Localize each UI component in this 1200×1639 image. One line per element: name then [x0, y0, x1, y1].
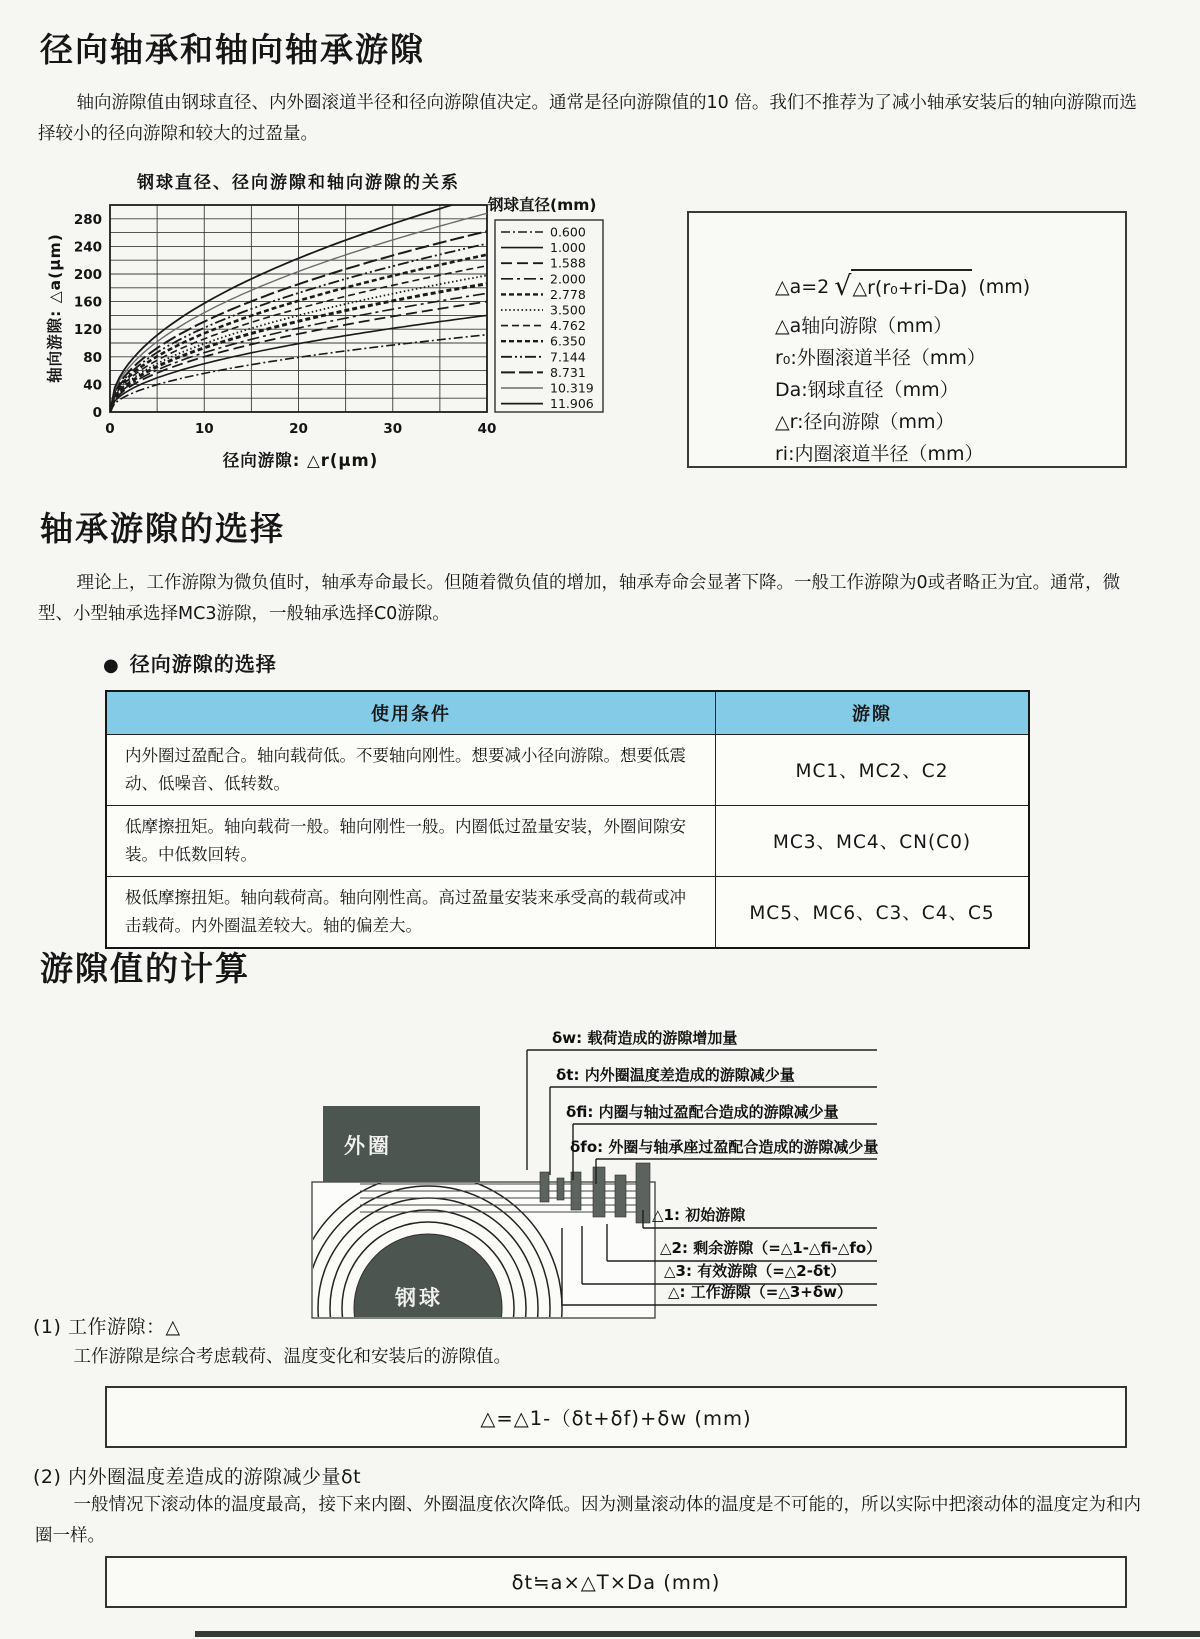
section1-paragraph: 轴向游隙值由钢球直径、内外圈滚道半径和径向游隙值决定。通常是径向游隙值的10 倍。我们不推荐为了减小轴承安装后的轴向游隙而选择较小的径向游隙和较大的过盈量。	[38, 93, 1137, 144]
y-tick-label: 0	[92, 405, 102, 421]
chart-title: 钢球直径、径向游隙和轴向游隙的关系	[137, 173, 460, 193]
legend-entry: 4.762	[550, 318, 586, 334]
legend-entry: 11.906	[550, 396, 594, 412]
legend-entry: 0.600	[550, 224, 586, 240]
svg-text:△: 工作游隙（=△3+δw）: △: 工作游隙（=△3+δw）	[668, 1283, 853, 1301]
legend-entry: 3.500	[550, 302, 586, 318]
y-tick-label: 80	[83, 349, 102, 366]
table-row	[106, 877, 1029, 949]
legend-entry: 1.000	[550, 240, 586, 256]
sqrt-icon: √	[834, 270, 852, 302]
item1-title: (1) 工作游隙：△	[33, 1316, 181, 1338]
formula-legend-line: r₀:外圈滚道半径（mm）	[775, 347, 986, 369]
ball-diameter-clearance-chart	[40, 172, 610, 487]
x-axis-label: 径向游隙: △r(μm)	[222, 451, 379, 470]
legend-entry: 2.778	[550, 286, 586, 302]
clearance-cell: MC3、MC4、CN(C0)	[716, 806, 1030, 877]
table-header-row	[106, 691, 1029, 735]
clearance-diagram	[300, 1012, 1160, 1322]
legend-title: 钢球直径(mm)	[488, 196, 597, 214]
formula-legend-line: △r:径向游隙（mm）	[775, 411, 955, 433]
table-row	[106, 735, 1029, 806]
svg-text:δfi: 内圈与轴过盈配合造成的游隙减少量: δfi: 内圈与轴过盈配合造成的游隙减少量	[566, 1103, 839, 1121]
bullet-label: 径向游隙的选择	[129, 652, 277, 676]
clearance-cell: MC5、MC6、C3、C4、C5	[716, 877, 1030, 949]
formula-legend-line: ri:内圈滚道半径（mm）	[775, 443, 984, 465]
y-tick-label: 240	[73, 239, 102, 256]
y-tick-label: 160	[73, 294, 102, 311]
usage-condition-cell: 低摩擦扭矩。轴向载荷一般。轴向刚性一般。内圈低过盈量安装，外圈间隙安装。中低数回转。	[106, 806, 716, 877]
legend-entry: 8.731	[550, 364, 586, 380]
x-tick-label: 40	[477, 421, 497, 437]
y-tick-label: 120	[73, 322, 102, 339]
y-tick-label: 200	[73, 267, 102, 283]
axial-clearance-formula	[775, 269, 1115, 304]
ball-label: 钢球	[395, 1286, 443, 1310]
radial-clearance-selection-heading	[103, 648, 277, 677]
svg-text:△3: 有效游隙（=△2-δt）: △3: 有效游隙（=△2-δt）	[664, 1262, 846, 1280]
y-axis-label: 轴向游隙: △a(μm)	[46, 233, 64, 383]
x-tick-label: 20	[289, 421, 308, 437]
legend-entry: 7.144	[550, 349, 586, 365]
svg-text:δfo: 外圈与轴承座过盈配合造成的游隙减少量: δfo: 外圈与轴承座过盈配合造成的游隙减少量	[570, 1138, 879, 1156]
svg-text:△2: 剩余游隙（=△1-△fi-△fo）: △2: 剩余游隙（=△1-△fi-△fo）	[660, 1239, 882, 1257]
formula-legend-line: Da:钢球直径（mm）	[775, 379, 959, 401]
callout-delta-1	[643, 1206, 877, 1228]
section3-title: 游隙值的计算	[40, 949, 250, 988]
formula-legend-line: △a轴向游隙（mm）	[775, 315, 953, 337]
usage-condition-cell: 内外圈过盈配合。轴向载荷低。不要轴向刚性。想要减小径向游隙。想要低震动、低噪音、低转数。	[106, 735, 716, 806]
section1-title: 径向轴承和轴向轴承游隙	[40, 30, 425, 69]
table-row	[106, 806, 1029, 877]
clearance-cell: MC1、MC2、C2	[716, 735, 1030, 806]
x-tick-label: 30	[383, 421, 403, 437]
working-clearance-formula-box	[105, 1386, 1127, 1448]
section2-paragraph: 理论上，工作游隙为微负值时，轴承寿命最长。但随着微负值的增加，轴承寿命会显著下降。一般工作游隙为0或者略正为宜。通常，微型、小型轴承选择MC3游隙，一般轴承选择C0游隙。	[38, 573, 1121, 624]
formula-unit: (mm)	[978, 275, 1031, 298]
legend-entry: 1.588	[550, 255, 586, 271]
item2-text: 一般情况下滚动体的温度最高，接下来内圈、外圈温度依次降低。因为测量滚动体的温度是不可能的，所以实际中把滚动体的温度定为和内圈一样。	[35, 1495, 1141, 1546]
item1-text: 工作游隙是综合考虑载荷、温度变化和安装后的游隙值。	[73, 1347, 511, 1367]
y-tick-label: 280	[73, 211, 102, 228]
clearance-selection-table	[105, 690, 1030, 949]
outer-ring-label: 外圈	[344, 1134, 392, 1158]
y-tick-label: 40	[83, 377, 102, 394]
legend-entry: 10.319	[550, 380, 594, 396]
formula-radicand: △r(r₀+ri-Da)	[851, 269, 972, 304]
scan-edge-artifact	[195, 1631, 1200, 1637]
section2-title: 轴承游隙的选择	[40, 509, 285, 548]
temperature-formula: δt≒a×△T×Da (mm)	[511, 1570, 721, 1594]
axial-clearance-formula-box	[687, 211, 1127, 468]
svg-text:δw: 载荷造成的游隙增加量: δw: 载荷造成的游隙增加量	[552, 1029, 738, 1047]
svg-text:δt: 内外圈温度差造成的游隙减少量: δt: 内外圈温度差造成的游隙减少量	[556, 1066, 795, 1084]
header-usage-condition: 使用条件	[106, 691, 716, 735]
formula-prefix: △a=2	[775, 275, 830, 298]
bullet-icon: ●	[103, 655, 120, 676]
usage-condition-cell: 极低摩擦扭矩。轴向载荷高。轴向刚性高。高过盈量安装来承受高的载荷或冲击载荷。内外圈温差较大。轴的偏差大。	[106, 877, 716, 949]
x-tick-label: 10	[194, 421, 214, 437]
x-tick-label: 0	[105, 421, 115, 437]
legend-entry: 2.000	[550, 271, 586, 287]
item2-title: (2) 内外圈温度差造成的游隙减少量δt	[33, 1466, 362, 1488]
temperature-formula-box	[105, 1556, 1127, 1608]
legend-entry: 6.350	[550, 333, 586, 349]
working-clearance-formula: △=△1-（δt+δf)+δw (mm)	[480, 1407, 752, 1430]
header-clearance: 游隙	[716, 691, 1030, 735]
svg-text:△1: 初始游隙: △1: 初始游隙	[652, 1206, 746, 1224]
